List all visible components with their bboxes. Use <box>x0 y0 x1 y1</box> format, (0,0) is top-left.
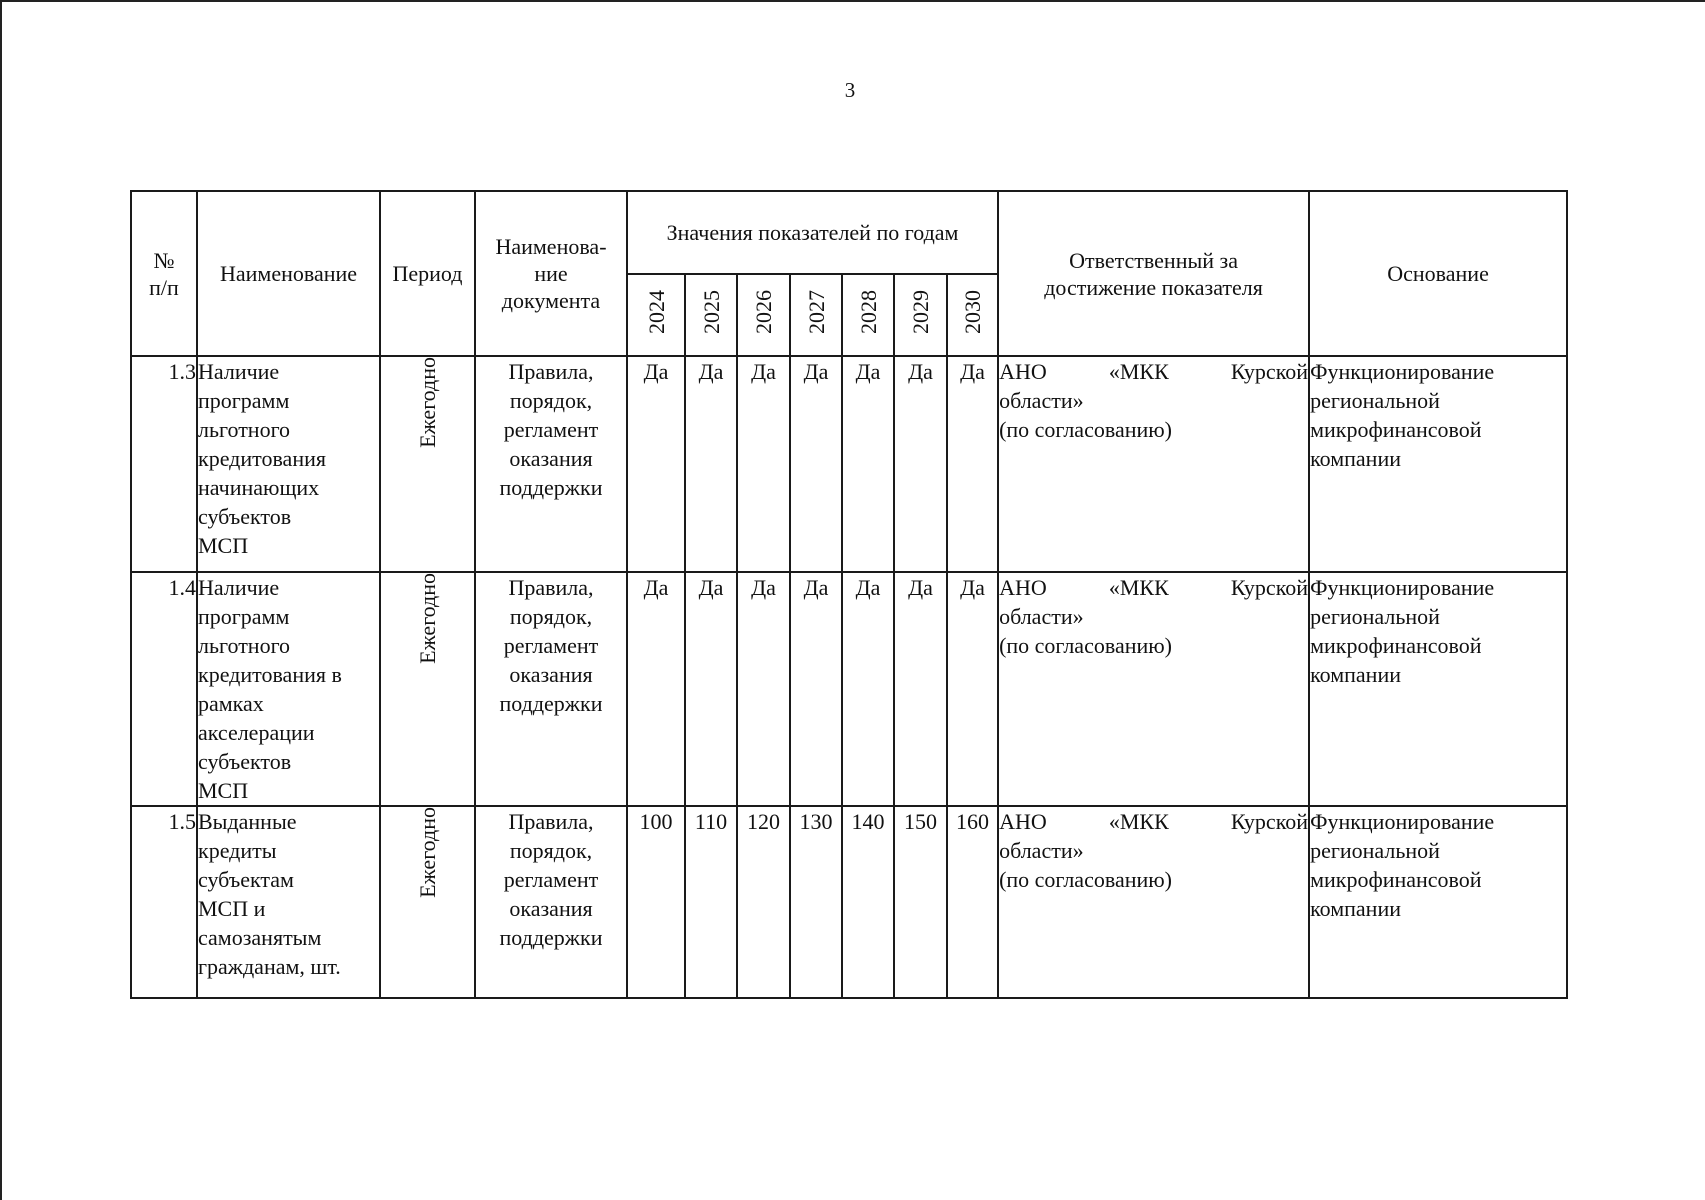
value-2026: Да <box>737 572 790 806</box>
indicator-document: Правила, порядок, регламент оказания поддержки <box>475 356 627 572</box>
row-number: 1.5 <box>131 806 197 998</box>
value-2024: 100 <box>627 806 685 998</box>
header-values-group: Значения показателей по годам <box>627 191 998 274</box>
value-2028: 140 <box>842 806 894 998</box>
value-2030: Да <box>947 572 998 806</box>
value-2026: Да <box>737 356 790 572</box>
header-year-2028: 2028 <box>842 274 894 356</box>
header-basis: Основание <box>1309 191 1567 356</box>
indicator-period: Ежегодно <box>380 572 475 806</box>
value-2030: Да <box>947 356 998 572</box>
header-year-2030: 2030 <box>947 274 998 356</box>
row-number: 1.4 <box>131 572 197 806</box>
row-number: 1.3 <box>131 356 197 572</box>
responsible: АНО «МКК Курской области» (по согласованию) <box>998 572 1309 806</box>
page-number: 3 <box>844 78 856 102</box>
value-2026: 120 <box>737 806 790 998</box>
indicator-name: Наличие программ льготного кредитования в рамках акселерации субъектов МСП <box>197 572 380 806</box>
table-body <box>131 356 1567 998</box>
responsible: АНО «МКК Курской области» (по согласованию) <box>998 806 1309 998</box>
value-2030: 160 <box>947 806 998 998</box>
header-year-2029: 2029 <box>894 274 947 356</box>
basis: Функционирование региональной микрофинансовой компании <box>1309 572 1567 806</box>
header-name: Наименование <box>197 191 380 356</box>
responsible-line1: АНО «МКК Курской <box>999 359 1309 384</box>
indicator-document: Правила, порядок, регламент оказания поддержки <box>475 572 627 806</box>
value-2025: Да <box>685 572 737 806</box>
indicator-document: Правила, порядок, регламент оказания поддержки <box>475 806 627 998</box>
value-2029: Да <box>894 572 947 806</box>
header-year-2027: 2027 <box>790 274 842 356</box>
header-responsible: Ответственный за достижение показателя <box>998 191 1309 356</box>
indicator-period: Ежегодно <box>380 356 475 572</box>
value-2024: Да <box>627 572 685 806</box>
value-2024: Да <box>627 356 685 572</box>
value-2029: 150 <box>894 806 947 998</box>
value-2025: Да <box>685 356 737 572</box>
header-num: № п/п <box>131 191 197 356</box>
header-period: Период <box>380 191 475 356</box>
indicator-name: Выданные кредиты субъектам МСП и самозанятым гражданам, шт. <box>197 806 380 998</box>
header-year-2025: 2025 <box>685 274 737 356</box>
responsible: АНО «МКК Курской области» (по согласованию) <box>998 356 1309 572</box>
basis: Функционирование региональной микрофинансовой компании <box>1309 806 1567 998</box>
header-document: Наименова- ние документа <box>475 191 627 356</box>
indicator-period: Ежегодно <box>380 806 475 998</box>
header-year-2026: 2026 <box>737 274 790 356</box>
value-2027: Да <box>790 356 842 572</box>
table-row <box>131 572 1567 806</box>
value-2025: 110 <box>685 806 737 998</box>
value-2028: Да <box>842 572 894 806</box>
value-2028: Да <box>842 356 894 572</box>
header-year-2024: 2024 <box>627 274 685 356</box>
value-2027: 130 <box>790 806 842 998</box>
table-header <box>131 191 1567 356</box>
indicators-table <box>130 190 1568 999</box>
responsible-line1: АНО «МКК Курской <box>999 575 1309 600</box>
responsible-line1: АНО «МКК Курской <box>999 809 1309 834</box>
basis: Функционирование региональной микрофинансовой компании <box>1309 356 1567 572</box>
value-2029: Да <box>894 356 947 572</box>
table-row <box>131 806 1567 998</box>
value-2027: Да <box>790 572 842 806</box>
table-row <box>131 356 1567 572</box>
indicator-name: Наличие программ льготного кредитования начинающих субъектов МСП <box>197 356 380 572</box>
